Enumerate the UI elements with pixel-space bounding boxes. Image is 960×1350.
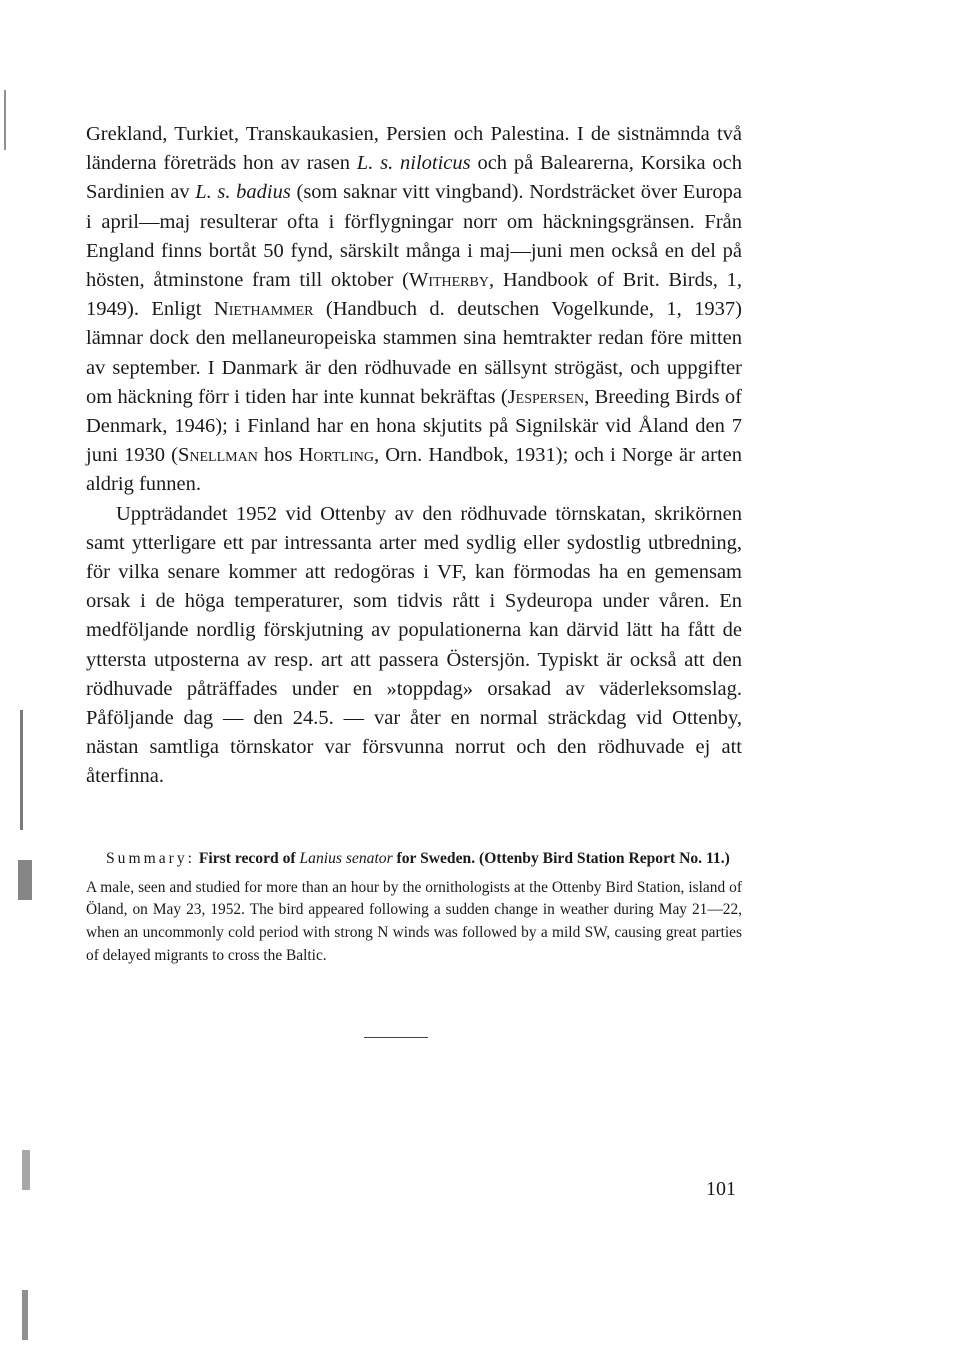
scan-artifact	[18, 860, 32, 900]
text-run: (som saknar vitt vingband). Nordsträcket över Europa i april—maj resulterar ofta i förflygningar norr om häckningsgränsen. Från England finns bortåt 50 fynd, särskilt många i maj—juni men också en del på hösten, åtminstone fram till oktober (	[86, 181, 742, 292]
article-body	[86, 120, 742, 792]
summary-heading	[86, 847, 742, 871]
summary-title-part: for Sweden. (Ottenby Bird Station Report No. 11.)	[392, 850, 730, 867]
author-name: Jespersen	[507, 385, 585, 408]
author-name: Hortling	[298, 444, 374, 467]
text-run: hos	[257, 444, 299, 467]
scan-artifact	[22, 1150, 30, 1190]
text-run: , Orn. Handbok, 1931); och i Norge är arten aldrig funnen.	[86, 444, 743, 496]
summary-section	[86, 847, 742, 968]
scan-artifact	[4, 90, 6, 150]
taxon-name: L. s. niloticus	[356, 152, 471, 175]
summary-abstract: A male, seen and studied for more than an hour by the ornithologists at the Ottenby Bird Station, island of Öland, on May 23, 1952. The bird appeared following a sudden change in weather during May 21—22, when an uncommonly cold period with strong N winds was followed by a mild SW, causing great parties of delayed migrants to cross the Baltic.	[86, 878, 742, 964]
text-run: Grekland, Turkiet, Transkaukasien, Persien och Palestina. I de sistnämnda två länderna företräds hon av rasen	[86, 123, 742, 175]
scan-artifact	[22, 1290, 28, 1340]
text-run: (Handbuch d. deutschen Vogelkunde, 1, 1937) lämnar dock den mellaneuropeiska stammen sina hemtrakter redan före mitten av september. I Danmark är den rödhuvade en sällsynt strögäst, och uppgifter om häckning förr i tiden har inte kunnat bekräftas (	[86, 298, 743, 408]
author-name: Niethammer	[213, 298, 314, 321]
scan-artifact	[20, 710, 23, 830]
author-name: Witherby	[408, 269, 489, 292]
text-run: , Breeding Birds of Denmark, 1946); i Finland har en hona skjutits på Signilskär vid Åland den 7 juni 1930 (	[86, 385, 742, 467]
text-run: , Handbook of Brit. Birds, 1, 1949). Enligt	[86, 269, 742, 321]
page-number: 101	[706, 1178, 736, 1200]
summary-label: Summary:	[106, 850, 195, 867]
paragraph-2: Uppträdandet 1952 vid Ottenby av den rödhuvade törnskatan, skrikörnen samt ytterligare ett par intressanta arter med sydlig eller sydostlig utbredning, för vilka senare kommer att redogöras i VF, kan förmodas ha en gemensam orsak i de höga temperaturer, som tidvis rått i Sydeuropa under våren. En medföljande nordlig förskjutning av populationerna kan därvid lätt ha fått de yttersta utposterna av resp. art att passera Östersjön. Typiskt är också att den rödhuvade påträffades under en »toppdag» orsakad av väderleksomslag. Påföljande dag — den 24.5. — var åter en normal sträckdag vid Ottenby, nästan samtliga törnskator var försvunna norrut och den rödhuvade ej att återfinna.	[86, 502, 742, 788]
author-name: Snellman	[177, 444, 258, 467]
paragraph-1	[86, 120, 742, 500]
summary-title-part: First record of	[198, 850, 300, 867]
summary-species: Lanius senator	[299, 850, 393, 867]
section-divider	[364, 1037, 428, 1038]
text-run: och på Balearerna, Korsika och Sardinien av	[86, 152, 742, 204]
taxon-name: L. s. badius	[195, 181, 291, 204]
